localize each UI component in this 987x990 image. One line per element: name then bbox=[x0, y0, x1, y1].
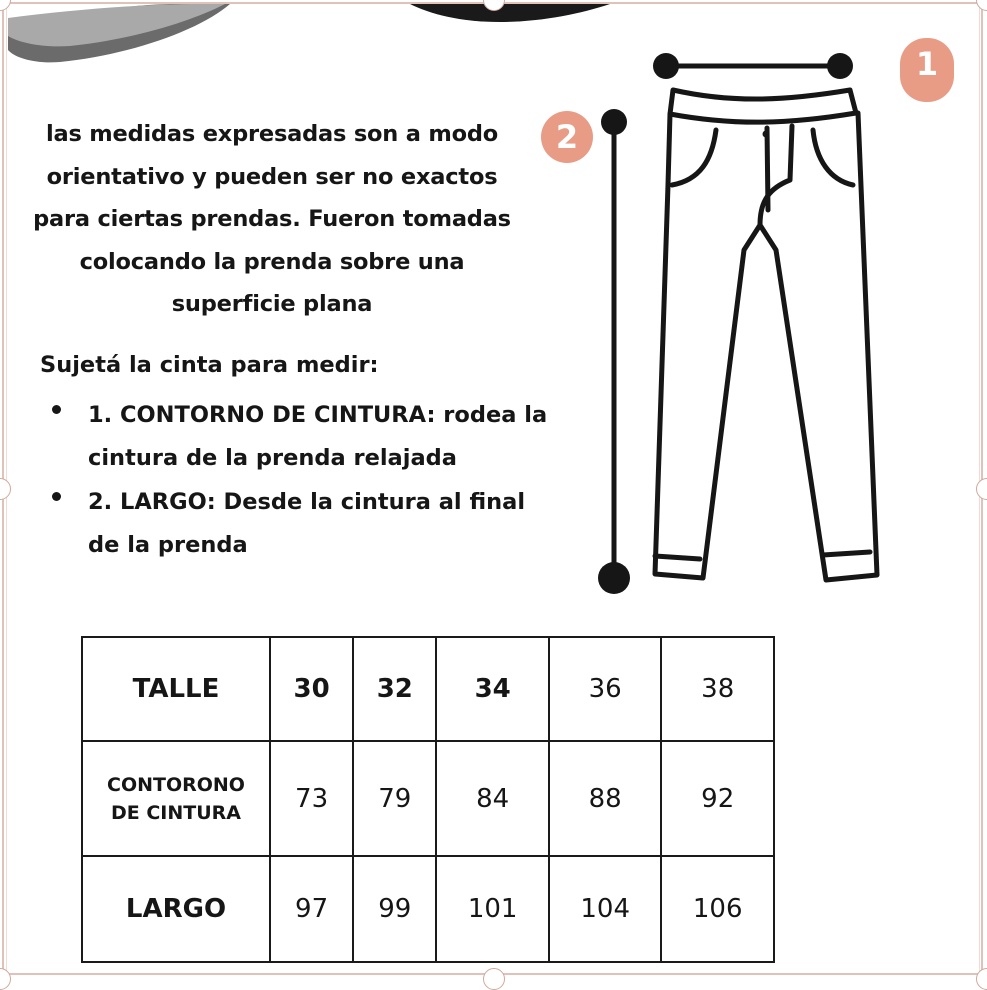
table-header-cell: 34 bbox=[436, 637, 549, 741]
instruction-item-text: 2. LARGO: Desde la cintura al final de la prenda bbox=[88, 489, 526, 558]
table-row bbox=[82, 856, 774, 962]
table-header-cell: TALLE bbox=[82, 637, 270, 741]
measure-dot-icon bbox=[601, 109, 627, 135]
resize-handle-bottom[interactable] bbox=[483, 968, 505, 990]
table-header-cell: 32 bbox=[353, 637, 436, 741]
table-header-cell: 36 bbox=[549, 637, 662, 741]
table-header-cell: 30 bbox=[270, 637, 353, 741]
table-header-row bbox=[82, 637, 774, 741]
table-row-label bbox=[82, 741, 270, 856]
bullet-dot-icon bbox=[52, 492, 61, 501]
measure-dot-icon bbox=[598, 562, 630, 594]
table-cell: 88 bbox=[549, 741, 662, 856]
size-table bbox=[81, 636, 775, 963]
table-cell: 104 bbox=[549, 856, 662, 962]
table-row bbox=[82, 741, 774, 856]
measure-dot-icon bbox=[653, 53, 679, 79]
table-cell: 84 bbox=[436, 741, 549, 856]
table-cell: 92 bbox=[661, 741, 774, 856]
table-row-label: LARGO bbox=[82, 856, 270, 962]
measure-dot-icon bbox=[827, 53, 853, 79]
resize-handle-bottom-right[interactable] bbox=[976, 968, 987, 990]
table-cell: 79 bbox=[353, 741, 436, 856]
step-badge-2: 2 bbox=[541, 111, 593, 163]
table-cell: 97 bbox=[270, 856, 353, 962]
row-label-text: CONTORONO DE CINTURA bbox=[107, 773, 245, 824]
table-cell: 101 bbox=[436, 856, 549, 962]
table-cell: 73 bbox=[270, 741, 353, 856]
step-badge-1: 1 bbox=[900, 38, 954, 102]
instruction-item-text: 1. CONTORNO DE CINTURA: rodea la cintura de la prenda relajada bbox=[88, 402, 548, 471]
intro-text: las medidas expresadas son a modo orientativo y pueden ser no exactos para ciertas prendas. Fueron tomadas colocando la prenda sobre una superficie plana bbox=[33, 121, 511, 317]
instructions-title: Sujetá la cinta para medir: bbox=[40, 352, 379, 378]
table-cell: 99 bbox=[353, 856, 436, 962]
table-header-cell: 38 bbox=[661, 637, 774, 741]
table-cell: 106 bbox=[661, 856, 774, 962]
pants-illustration bbox=[580, 40, 900, 600]
bullet-dot-icon bbox=[52, 405, 61, 414]
